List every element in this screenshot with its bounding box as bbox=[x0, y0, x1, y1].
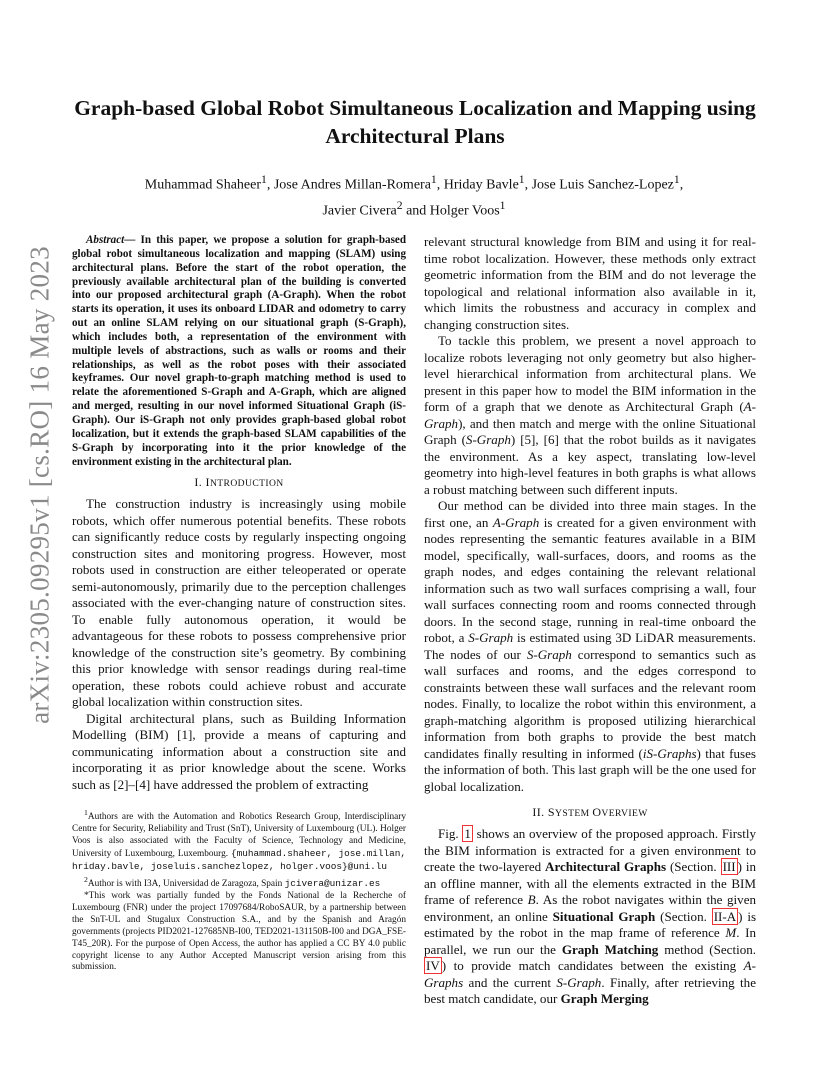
section-reference-link[interactable]: III bbox=[722, 859, 736, 874]
footnote-affiliation-2 bbox=[72, 874, 406, 891]
intro-paragraph-2: Digital architectural plans, such as Building Information Modelling (BIM) [1], provide a means of capturing and communicating information about a construction site and incorporating it as prior knowledge about the scene. Works such as [2]–[4] have addressed the problem of extracting bbox=[72, 710, 406, 792]
affiliation-mark: 1 bbox=[499, 198, 506, 212]
author-name: Jose Luis Sanchez-Lopez bbox=[531, 177, 674, 193]
affiliation-mark: 2 bbox=[396, 198, 403, 212]
text-run: (Section. bbox=[655, 908, 712, 924]
term-s-graph: S-Graph bbox=[468, 630, 514, 645]
text-run: . Finally, after retrieving the best match candidate, our bbox=[424, 974, 756, 1006]
text-run: Our method can be divided into three main stages. In the first one, an bbox=[424, 498, 756, 530]
author-name: Javier Civera bbox=[322, 203, 397, 219]
separator: , bbox=[524, 177, 532, 193]
overview-paragraph bbox=[424, 826, 756, 1008]
section-number: I. bbox=[194, 475, 206, 490]
text-run: shows an overview of the proposed approach. Firstly the BIM information is extracted for a given environment to create the two-layered bbox=[424, 826, 756, 874]
author-list bbox=[80, 170, 748, 221]
arxiv-id-text: arXiv:2305.09295v1 [cs.RO] 16 May 2023 bbox=[24, 246, 55, 724]
left-column bbox=[72, 234, 406, 974]
text-run: (Section. bbox=[666, 859, 721, 874]
section-rest: NTRODUCTION bbox=[209, 478, 284, 490]
separator: , bbox=[266, 177, 274, 193]
footnote-funding: *This work was partially funded by the Fonds National de la Recherche of Luxembourg (FNR) under the project 17097684/RoboSAUR, by a partnership between the SnT-UL and Stugalux Construction S.A., and by the Spanish and Aragón governments (projects PID2021-127685NB-I00, TED2021-131150B-I00 and DGA_FSE-T45_20R). For the purpose of Open Access, the author has applied a CC BY 4.0 public copyright license to any Author Accepted Manuscript version arising from this submission. bbox=[72, 890, 406, 973]
separator: and bbox=[402, 203, 430, 219]
term-is-graphs: iS-Graphs bbox=[642, 745, 697, 761]
text-run: To tackle this problem, we present a novel approach to localize robots leveraging not only geometry but also higher-level hierarchical information from architectural plans. We present in this paper how to model the BIM information in the form of a graph that we denote as Architectural Graph ( bbox=[424, 333, 756, 414]
text-run: ) in an offline manner, with all the elements extracted in the BIM frame of reference bbox=[424, 859, 756, 907]
right-column bbox=[424, 234, 756, 1008]
bold-term: Graph Merging bbox=[560, 991, 649, 1006]
footnote-mark: 2 bbox=[84, 874, 88, 884]
abstract-dash: — bbox=[124, 234, 141, 246]
paper-title: Graph-based Global Robot Simultaneous Localization and Mapping using Architectural Plans bbox=[74, 96, 756, 148]
footnote-mark: 1 bbox=[84, 808, 88, 818]
separator: , bbox=[679, 177, 684, 193]
intro-paragraph-3: relevant structural knowledge from BIM and using it for real-time robot localization. However, these methods only extract geometric information from the BIM and do not leverage the topological and relational information also available in it, which limits the robustness and accuracy in complex and changing construction sites. bbox=[424, 234, 756, 332]
math-symbol: B bbox=[527, 892, 536, 907]
section-reference-link[interactable]: IV bbox=[426, 958, 440, 973]
math-symbol: M bbox=[725, 925, 737, 940]
text-run: method (Section. bbox=[658, 941, 756, 957]
footnote-email: {muhammad.shaheer, jose.millan, hriday.bavle, joseluis.sanchezlopez, holger.voos}@uni.lu bbox=[72, 848, 407, 873]
footnote-email: jcivera@unizar.es bbox=[284, 878, 381, 890]
affiliation-mark: 1 bbox=[430, 173, 437, 186]
section-initial: I bbox=[205, 475, 210, 490]
section-rest: VERVIEW bbox=[601, 808, 648, 819]
text-run: ) [5], [6] that the robot builds as it navigates the environment. As a key aspect, translating low-level geometry into high-level features in both graphs is what allows a robust matching between such different inputs. bbox=[424, 432, 756, 497]
term-a-graph: A-Graph bbox=[492, 514, 540, 530]
section-number: II. bbox=[532, 805, 548, 819]
author-name: Jose Andres Millan-Romera bbox=[273, 177, 431, 193]
abstract-text: In this paper, we propose a solution for graph-based global robot simultaneous localization and mapping (SLAM) using architectural plans. Before the start of the robot operation, the previously available architectural plan of the building is converted into our proposed architectural graph (A-Graph). When the robot starts its operation, it uses its onboard LIDAR and odometry to carry out an online SLAM relying on our situational graph (S-Graph), which includes both, a representation of the environment with multiple levels of abstractions, such as walls or rooms and their relationships, as well as the robot poses with their associated keyframes. Our novel graph-to-graph matching method is used to relate the aforementioned S-Graph and A-Graph, which are aligned and merged, resulting in our novel informed Situational Graph (iS-Graph). Our iS-Graph not only provides graph-based global robot localization, but it extends the graph-based SLAM capabilities of the S-Graph by incorporating into it the prior knowledge of the environment existing in the architectural plan. bbox=[72, 234, 406, 468]
affiliation-mark: 1 bbox=[673, 173, 680, 186]
figure-reference-link[interactable]: 1 bbox=[464, 826, 471, 841]
text-run: is estimated using 3D LiDAR measurements. The nodes of our bbox=[424, 630, 756, 662]
text-run: . In parallel, we run our the bbox=[424, 925, 756, 957]
section-heading-system-overview bbox=[424, 805, 756, 820]
footnote-affiliation-1 bbox=[72, 807, 406, 874]
section-heading-introduction bbox=[72, 475, 406, 490]
term-s-graph: S-Graph bbox=[465, 432, 511, 447]
term-a-graph: A-Graph bbox=[424, 399, 756, 431]
intro-paragraph-5 bbox=[424, 498, 756, 795]
term-s-graph: S-Graph bbox=[556, 974, 602, 990]
text-run: Fig. bbox=[438, 826, 463, 841]
author-name: Muhammad Shaheer bbox=[144, 177, 261, 193]
footnote-text: Author is with I3A, Universidad de Zaragoza, Spain bbox=[87, 879, 283, 890]
text-run: correspond to semantics such as wall surfaces and rooms, and the edges correspond to constraints between these wall surfaces and the relevant room nodes. Finally, to localize the robot within this environment, a graph-matching algorithm is proposed utilizing hierarchical information from both graphs to provide the best match candidates finally resulting in informed ( bbox=[424, 646, 756, 761]
abstract bbox=[72, 234, 406, 469]
term-s-graph: S-Graph bbox=[526, 646, 572, 662]
text-run: and the current bbox=[463, 974, 557, 990]
bold-term: Situational Graph bbox=[552, 908, 656, 924]
affiliation-mark: 1 bbox=[261, 173, 267, 186]
text-run: ), and then match and merge with the online Situational Graph ( bbox=[424, 415, 756, 447]
bold-term: Graph Matching bbox=[561, 941, 659, 957]
section-initial: S bbox=[547, 805, 555, 819]
arxiv-watermark bbox=[20, 246, 60, 724]
author-name: Hriday Bavle bbox=[443, 177, 519, 193]
text-run: ) that fuses the information of both. This last graph will be the one used for global localization. bbox=[424, 745, 756, 794]
section-reference-link[interactable]: II-A bbox=[713, 908, 737, 924]
author-name: Holger Voos bbox=[429, 203, 500, 219]
term-a-graphs: A-Graphs bbox=[424, 958, 756, 990]
bold-term: Architectural Graphs bbox=[545, 859, 667, 874]
abstract-label: Abstract bbox=[86, 234, 125, 246]
footnote-text: Authors are with the Automation and Robotics Research Group, Interdisciplinary Centre for Security, Reliability and Trust (SnT), University of Luxembourg (UL). Holger Voos is also associated with the Faculty of Science, Technology and Medicine, University of Luxembourg, Luxembourg. bbox=[72, 812, 406, 860]
section-initial: O bbox=[592, 805, 602, 819]
intro-paragraph-4 bbox=[424, 333, 756, 498]
text-run: ) is estimated by the robot in the map frame of reference bbox=[424, 908, 757, 940]
separator: , bbox=[436, 177, 444, 193]
intro-paragraph-1: The construction industry is increasingly using mobile robots, which offer numerous potential benefits. These robots can significantly reduce costs by regularly inspecting ongoing construction sites and monitoring progress. However, most robots used in construction are either teleoperated or operate semi-autonomously, primarily due to the perception challenges associated with the ever-changing nature of construction sites. To enable fully autonomous operation, it would be advantageous for these robots to possess comprehensive prior knowledge of the construction site’s geometry. By combining this prior knowledge with sensor readings during real-time operation, these robots could achieve robust and accurate global localization within construction sites. bbox=[72, 496, 406, 710]
section-rest: YSTEM bbox=[555, 808, 593, 819]
text-run: ) to provide match candidates between the existing bbox=[441, 958, 744, 973]
text-run: . As the robot navigates within the given environment, an online bbox=[424, 892, 757, 924]
affiliation-mark: 1 bbox=[518, 173, 525, 186]
text-run: is created for a given environment with nodes representing the semantic features available in a BIM model, specifically, wall-surfaces, doors, and rooms as the graph nodes, and edges containing the relevant relational information such as two wall surfaces comprising a wall, four wall surfaces connecting room and rooms connected through doors. In the second stage, running in real-time onboard the robot, a bbox=[424, 514, 756, 645]
